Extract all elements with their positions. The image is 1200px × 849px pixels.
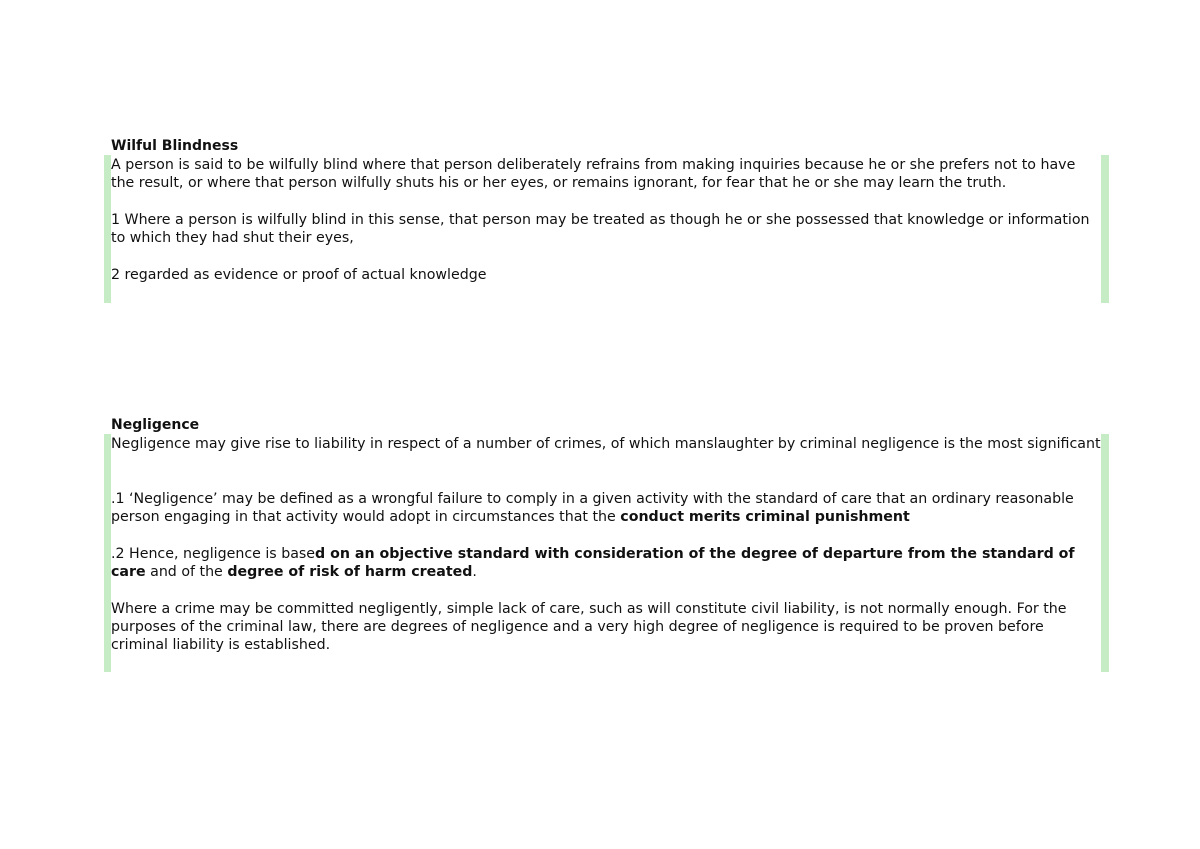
negligence-heading: Negligence	[111, 417, 200, 433]
negligence-point-2-end: .	[472, 564, 477, 581]
negligence-point-2-emphasis-2: degree of risk of harm created	[227, 564, 473, 581]
negligence-closing-paragraph: Where a crime may be committed negligently, simple lack of care, such as will constitute civil liability, is not normally enough. For the purposes of the criminal law, there are degrees of negligence and a very high degree of negligence is required to be proven before criminal liability is established.	[111, 600, 1067, 654]
wilful-blindness-point-1: 1 Where a person is wilfully blind in this sense, that person may be treated as though he or she possessed that knowledge or information to which they had shut their eyes,	[111, 211, 1090, 247]
paragraph-spacer	[111, 193, 1101, 211]
negligence-point-2	[111, 545, 1101, 582]
negligence-point-1	[111, 490, 1101, 527]
paragraph-spacer	[111, 247, 1101, 265]
negligence-point-1-emphasis: conduct merits criminal punishment	[620, 509, 910, 526]
paragraph-spacer	[111, 581, 1101, 599]
paragraph-spacer	[111, 453, 1101, 490]
wilful-blindness-definition: A person is said to be wilfully blind where that person deliberately refrains from making inquiries because he or she prefers not to have the result, or where that person wilfully shuts his or her eyes, or remains ignorant, for fear that he or she may learn the truth.	[111, 157, 1076, 192]
wilful-blindness-body	[111, 156, 1101, 284]
negligence-point-2-emphasis-1: d on an objective standard with consideration of the degree of departure from the standard of care	[111, 545, 1075, 581]
negligence-point-2-prefix: .2 Hence, negligence is base	[111, 545, 316, 562]
negligence-intro: Negligence may give rise to liability in respect of a number of crimes, of which manslaughter by criminal negligence is the most significant	[111, 436, 1101, 452]
negligence-point-2-middle: and of the	[145, 564, 228, 581]
wilful-blindness-heading: Wilful Blindness	[111, 138, 239, 154]
paragraph-spacer	[111, 526, 1101, 544]
negligence-point-1-text: .1 ‘Negligence’ may be defined as a wrongful failure to comply in a given activity with the standard of care that an ordinary reasonable person engaging in that activity would adopt in circumstances that the	[111, 490, 1074, 526]
negligence-body	[111, 435, 1101, 655]
wilful-blindness-point-2: 2 regarded as evidence or proof of actual knowledge	[111, 266, 487, 283]
